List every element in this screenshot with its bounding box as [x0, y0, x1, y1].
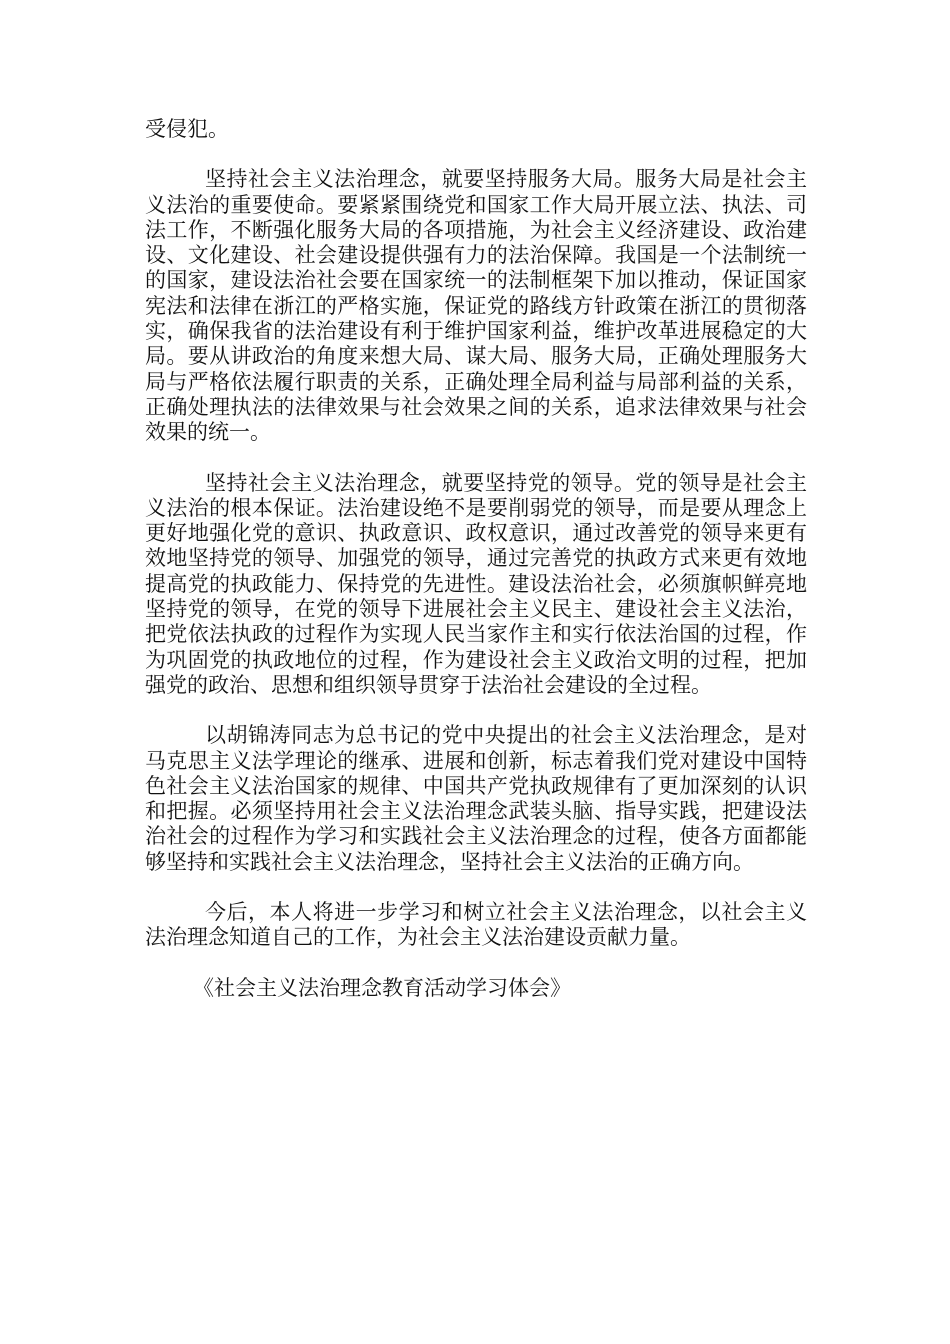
closing-title: 《社会主义法治理念教育活动学习体会》: [193, 975, 571, 1000]
paragraph-serve-overall: 坚持社会主义法治理念，就要坚持服务大局。服务大局是社会主义法治的重要使命。要紧紧围绕党和国家工作大局开展立法、执法、司法工作，不断强化服务大局的各项措施，为社会主义经济建设、政治建设、文化建设、社会建设提供强有力的法治保障。我国是一个法制统一的国家，建设法治社会要在国家统一的法制框架下加以推动，保证国家宪法和法律在浙江的严格实施，保证党的路线方针政策在浙江的贯彻落实，确保我省的法治建设有利于维护国家利益，维护改革进展稳定的大局。要从讲政治的角度来想大局、谋大局、服务大局，正确处理服务大局与严格依法履行职责的关系，正确处理全局利益与局部利益的关系，正确处理执法的法律效果与社会效果之间的关系，追求法律效果与社会效果的统一。: [145, 167, 807, 445]
paragraph-continuation: 受侵犯。: [145, 117, 229, 141]
document-page: [145, 117, 807, 1001]
paragraph-conclusion: 今后，本人将进一步学习和树立社会主义法治理念，以社会主义法治理念知道自己的工作，为社会主义法治建设贡献力量。: [145, 900, 807, 950]
paragraph-rule-of-law-concept: 以胡锦涛同志为总书记的党中央提出的社会主义法治理念，是对马克思主义法学理论的继承、进展和创新，标志着我们党对建设中国特色社会主义法治国家的规律、中国共产党执政规律有了更加深刻的认识和把握。必须坚持用社会主义法治理念武装头脑、指导实践，把建设法治社会的过程作为学习和实践社会主义法治理念的过程，使各方面都能够坚持和实践社会主义法治理念，坚持社会主义法治的正确方向。: [145, 723, 807, 874]
paragraph-party-leadership: 坚持社会主义法治理念，就要坚持党的领导。党的领导是社会主义法治的根本保证。法治建设绝不是要削弱党的领导，而是要从理念上更好地强化党的意识、执政意识、政权意识，通过改善党的领导来更有效地坚持党的领导、加强党的领导，通过完善党的执政方式来更有效地提高党的执政能力、保持党的先进性。建设法治社会，必须旗帜鲜亮地坚持党的领导，在党的领导下进展社会主义民主、建设社会主义法治，把党依法执政的过程作为实现人民当家作主和实行依法治国的过程，作为巩固党的执政地位的过程，作为建设社会主义政治文明的过程，把加强党的政治、思想和组织领导贯穿于法治社会建设的全过程。: [145, 470, 807, 697]
